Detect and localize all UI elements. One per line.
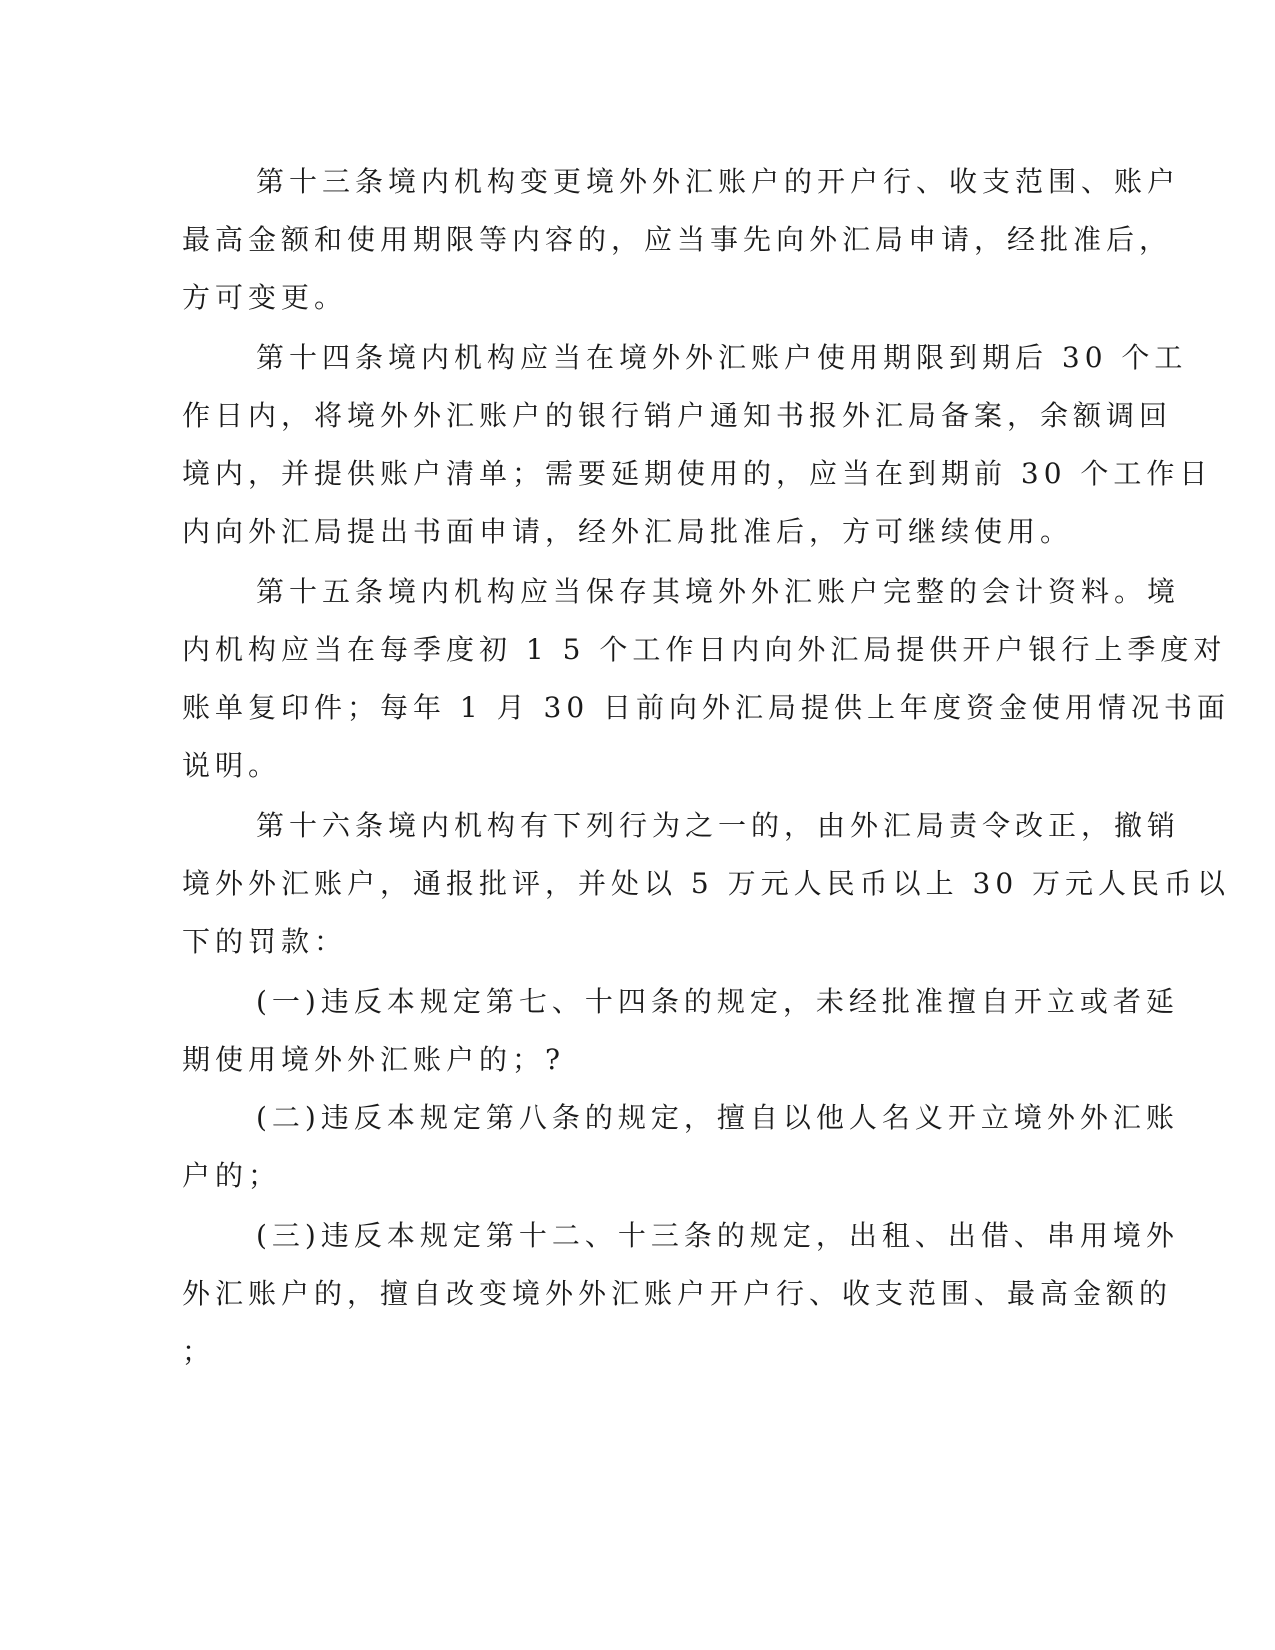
article-15-line-3: 账单复印件；每年 1 月 30 日前向外汇局提供上年度资金使用情况书面: [182, 691, 1231, 724]
article-13-line-3: 方可变更。: [182, 281, 348, 314]
article-15-line-4: 说明。: [182, 749, 282, 782]
item-3-line-1: (三)违反本规定第十二、十三条的规定，出租、出借、串用境外: [256, 1219, 1179, 1252]
article-13-line-1: 第十三条境内机构变更境外外汇账户的开户行、收支范围、账户: [256, 165, 1181, 198]
article-15-line-2: 内机构应当在每季度初 1 5 个工作日内向外汇局提供开户银行上季度对: [182, 633, 1227, 666]
item-3-line-2: 外汇账户的，擅自改变境外外汇账户开户行、收支范围、最高金额的: [182, 1277, 1173, 1310]
item-1-line-2: 期使用境外外汇账户的；?: [182, 1043, 566, 1076]
item-2-line-2: 户的；: [182, 1159, 282, 1192]
article-16-line-2: 境外外汇账户，通报批评，并处以 5 万元人民币以上 30 万元人民币以: [182, 867, 1231, 900]
item-2-line-1: (二)违反本规定第八条的规定，擅自以他人名义开立境外外汇账: [256, 1101, 1179, 1134]
item-1-line-1: (一)违反本规定第七、十四条的规定，未经批准擅自开立或者延: [256, 985, 1179, 1018]
article-14-line-2: 作日内，将境外外汇账户的银行销户通知书报外汇局备案，余额调回: [182, 399, 1173, 432]
article-14-line-3: 境内，并提供账户清单；需要延期使用的，应当在到期前 30 个工作日: [182, 457, 1213, 490]
article-15-line-1: 第十五条境内机构应当保存其境外外汇账户完整的会计资料。境: [256, 575, 1181, 608]
article-16-line-3: 下的罚款：: [182, 925, 348, 958]
item-3-line-3: ；: [182, 1335, 216, 1368]
article-14-line-4: 内向外汇局提出书面申请，经外汇局批准后，方可继续使用。: [182, 515, 1074, 548]
article-16-line-1: 第十六条境内机构有下列行为之一的，由外汇局责令改正，撤销: [256, 809, 1181, 842]
article-13-line-2: 最高金额和使用期限等内容的，应当事先向外汇局申请，经批准后，: [182, 223, 1173, 256]
article-14-line-1: 第十四条境内机构应当在境外外汇账户使用期限到期后 30 个工: [256, 341, 1188, 374]
